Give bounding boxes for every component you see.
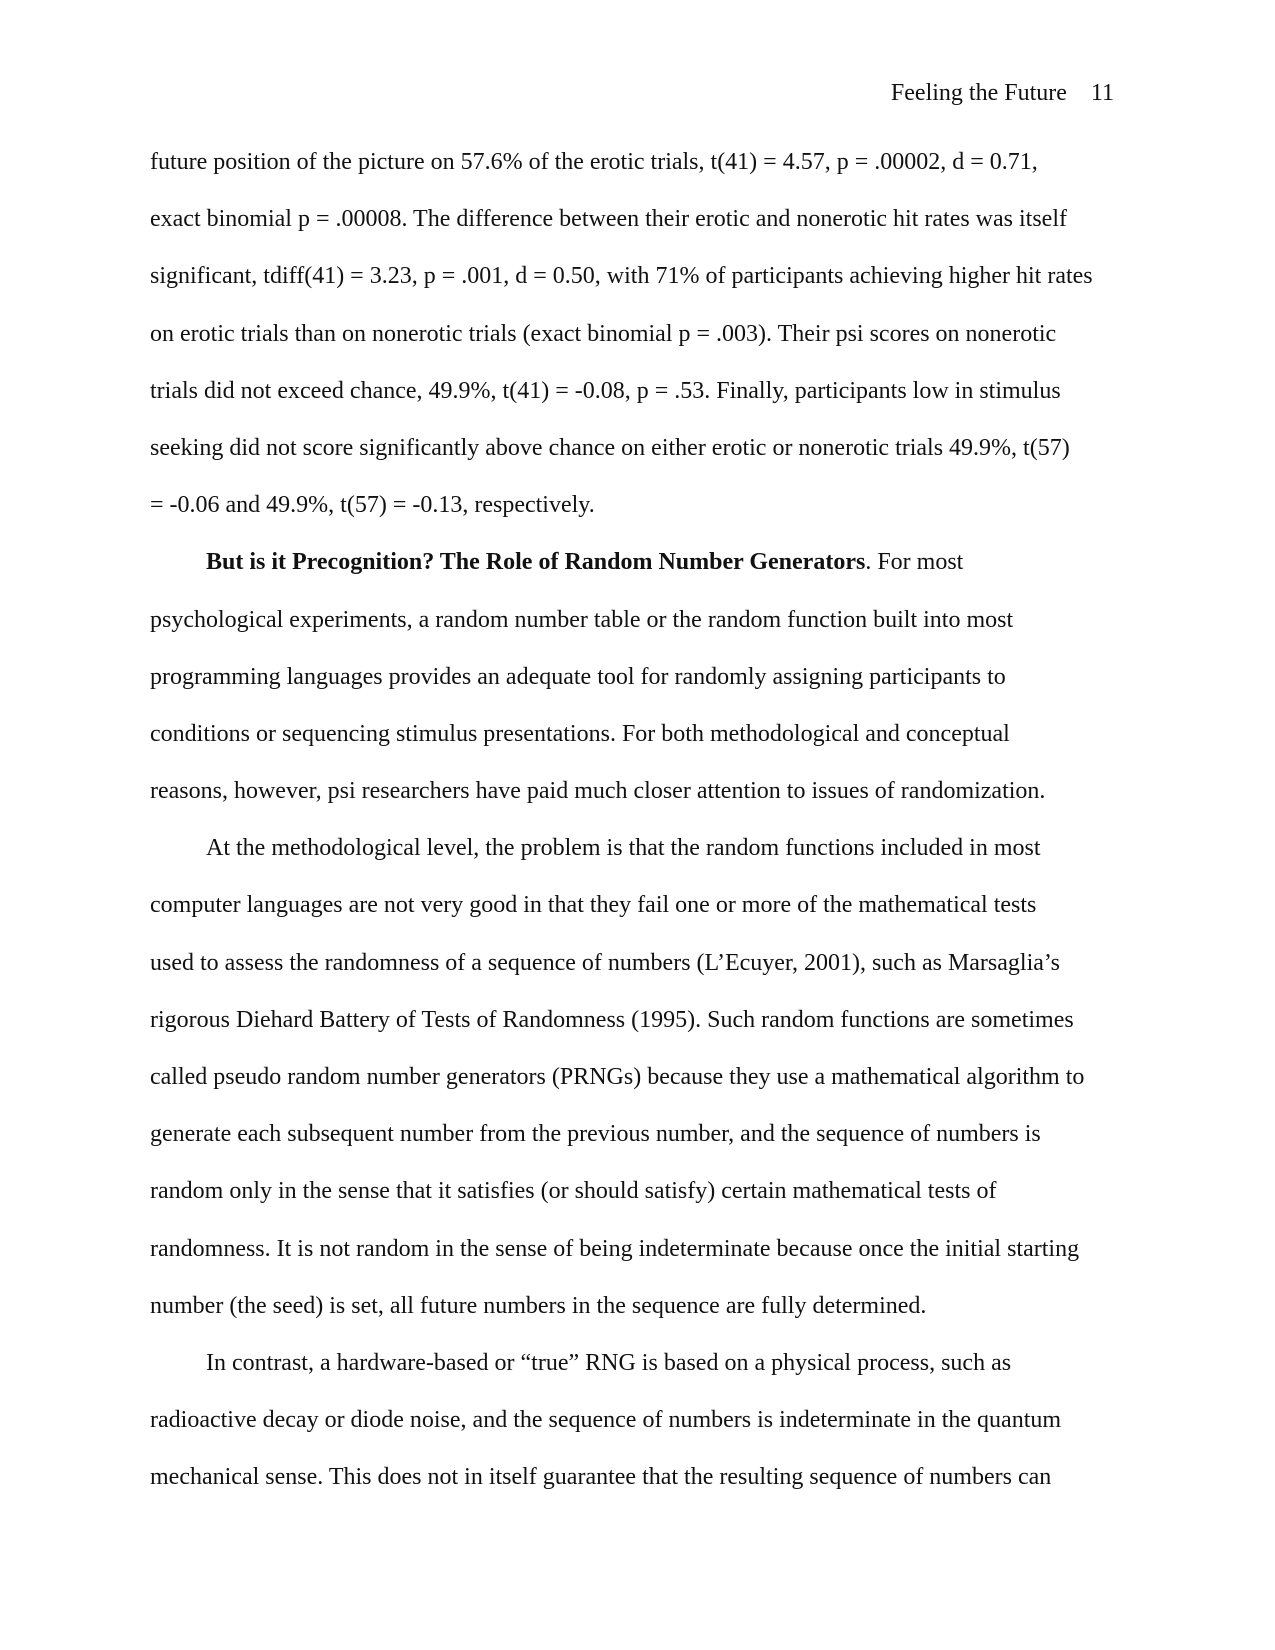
line-text: number (the seed) is set, all future numbers in the sequence are fully determined.: [150, 1292, 927, 1319]
page-number: 11: [1090, 80, 1114, 106]
line-text: generate each subsequent number from the previous number, and the sequence of numbers is: [150, 1121, 1041, 1148]
line-text: used to assess the randomness of a sequence of numbers (L’Ecuyer, 2001), such as Marsaglia’s: [150, 949, 1060, 976]
text-line: [150, 774, 1126, 831]
line-text: mechanical sense. This does not in itself guarantee that the resulting sequence of numbers can: [150, 1464, 1052, 1491]
line-text: random only in the sense that it satisfies (or should satisfy) certain mathematical tests of: [150, 1178, 997, 1205]
line-text: = -0.06 and 49.9%, t(57) = -0.13, respectively.: [150, 492, 595, 519]
text-line: [150, 145, 1126, 202]
text-line: [150, 488, 1126, 545]
line-text: called pseudo random number generators (PRNGs) because they use a mathematical algorithm to: [150, 1064, 1085, 1090]
text-line: [150, 317, 1126, 374]
text-line: [150, 431, 1126, 488]
text-line: [150, 1003, 1126, 1060]
text-line: [150, 660, 1126, 717]
line-text: significant, tdiff(41) = 3.23, p = .001, d = 0.50, with 71% of participants achieving higher hit rates: [150, 263, 1093, 290]
text-line: [150, 1346, 1126, 1403]
section-heading: But is it Precognition? The Role of Random Number Generators: [206, 549, 866, 576]
text-line: [150, 259, 1126, 316]
text-line: [150, 1232, 1126, 1289]
text-line: [150, 374, 1126, 431]
line-text: exact binomial p = .00008. The difference between their erotic and nonerotic hit rates was itself: [150, 206, 1067, 233]
line-text: psychological experiments, a random number table or the random function built into most: [150, 606, 1014, 633]
running-head: [891, 81, 1114, 105]
text-line: [150, 1174, 1126, 1231]
text-line: [150, 831, 1126, 888]
line-text: rigorous Diehard Battery of Tests of Randomness (1995). Such random functions are sometimes: [150, 1006, 1074, 1033]
line-text: computer languages are not very good in that they fail one or more of the mathematical tests: [150, 892, 1037, 919]
text-line: [150, 1060, 1126, 1117]
line-text: future position of the picture on 57.6% of the erotic trials, t(41) = 4.57, p = .00002, d = 0.71,: [150, 149, 1038, 175]
line-text: conditions or sequencing stimulus presentations. For both methodological and conceptual: [150, 720, 1010, 747]
text-line: [150, 545, 1126, 602]
text-line: [150, 946, 1126, 1003]
line-text: reasons, however, psi researchers have paid much closer attention to issues of randomization.: [150, 778, 1046, 805]
text-line: [150, 202, 1126, 259]
running-head-title: Feeling the Future: [890, 80, 1067, 106]
line-text: seeking did not score significantly above chance on either erotic or nonerotic trials 49.9%, t(57): [150, 434, 1070, 461]
text-line: [150, 1117, 1126, 1174]
line-text: programming languages provides an adequate tool for randomly assigning participants to: [150, 663, 1006, 690]
line-text: . For most: [865, 549, 964, 576]
text-line: [150, 1460, 1126, 1517]
line-text: In contrast, a hardware-based or “true” RNG is based on a physical process, such as: [206, 1349, 1012, 1376]
line-text: trials did not exceed chance, 49.9%, t(41) = -0.08, p = .53. Finally, participants low in stimulus: [150, 377, 1061, 404]
line-text: At the methodological level, the problem is that the random functions included in most: [206, 835, 1041, 862]
body-text: [150, 145, 1126, 1518]
text-line: [150, 888, 1126, 945]
line-text: randomness. It is not random in the sense of being indeterminate because once the initial starting: [150, 1235, 1080, 1262]
text-line: [150, 717, 1126, 774]
line-text: radioactive decay or diode noise, and the sequence of numbers is indeterminate in the quantum: [150, 1407, 1062, 1434]
text-line: [150, 603, 1126, 660]
text-line: [150, 1289, 1126, 1346]
line-text: on erotic trials than on nonerotic trials (exact binomial p = .003). Their psi scores on nonerotic: [150, 320, 1057, 347]
text-line: [150, 1403, 1126, 1460]
